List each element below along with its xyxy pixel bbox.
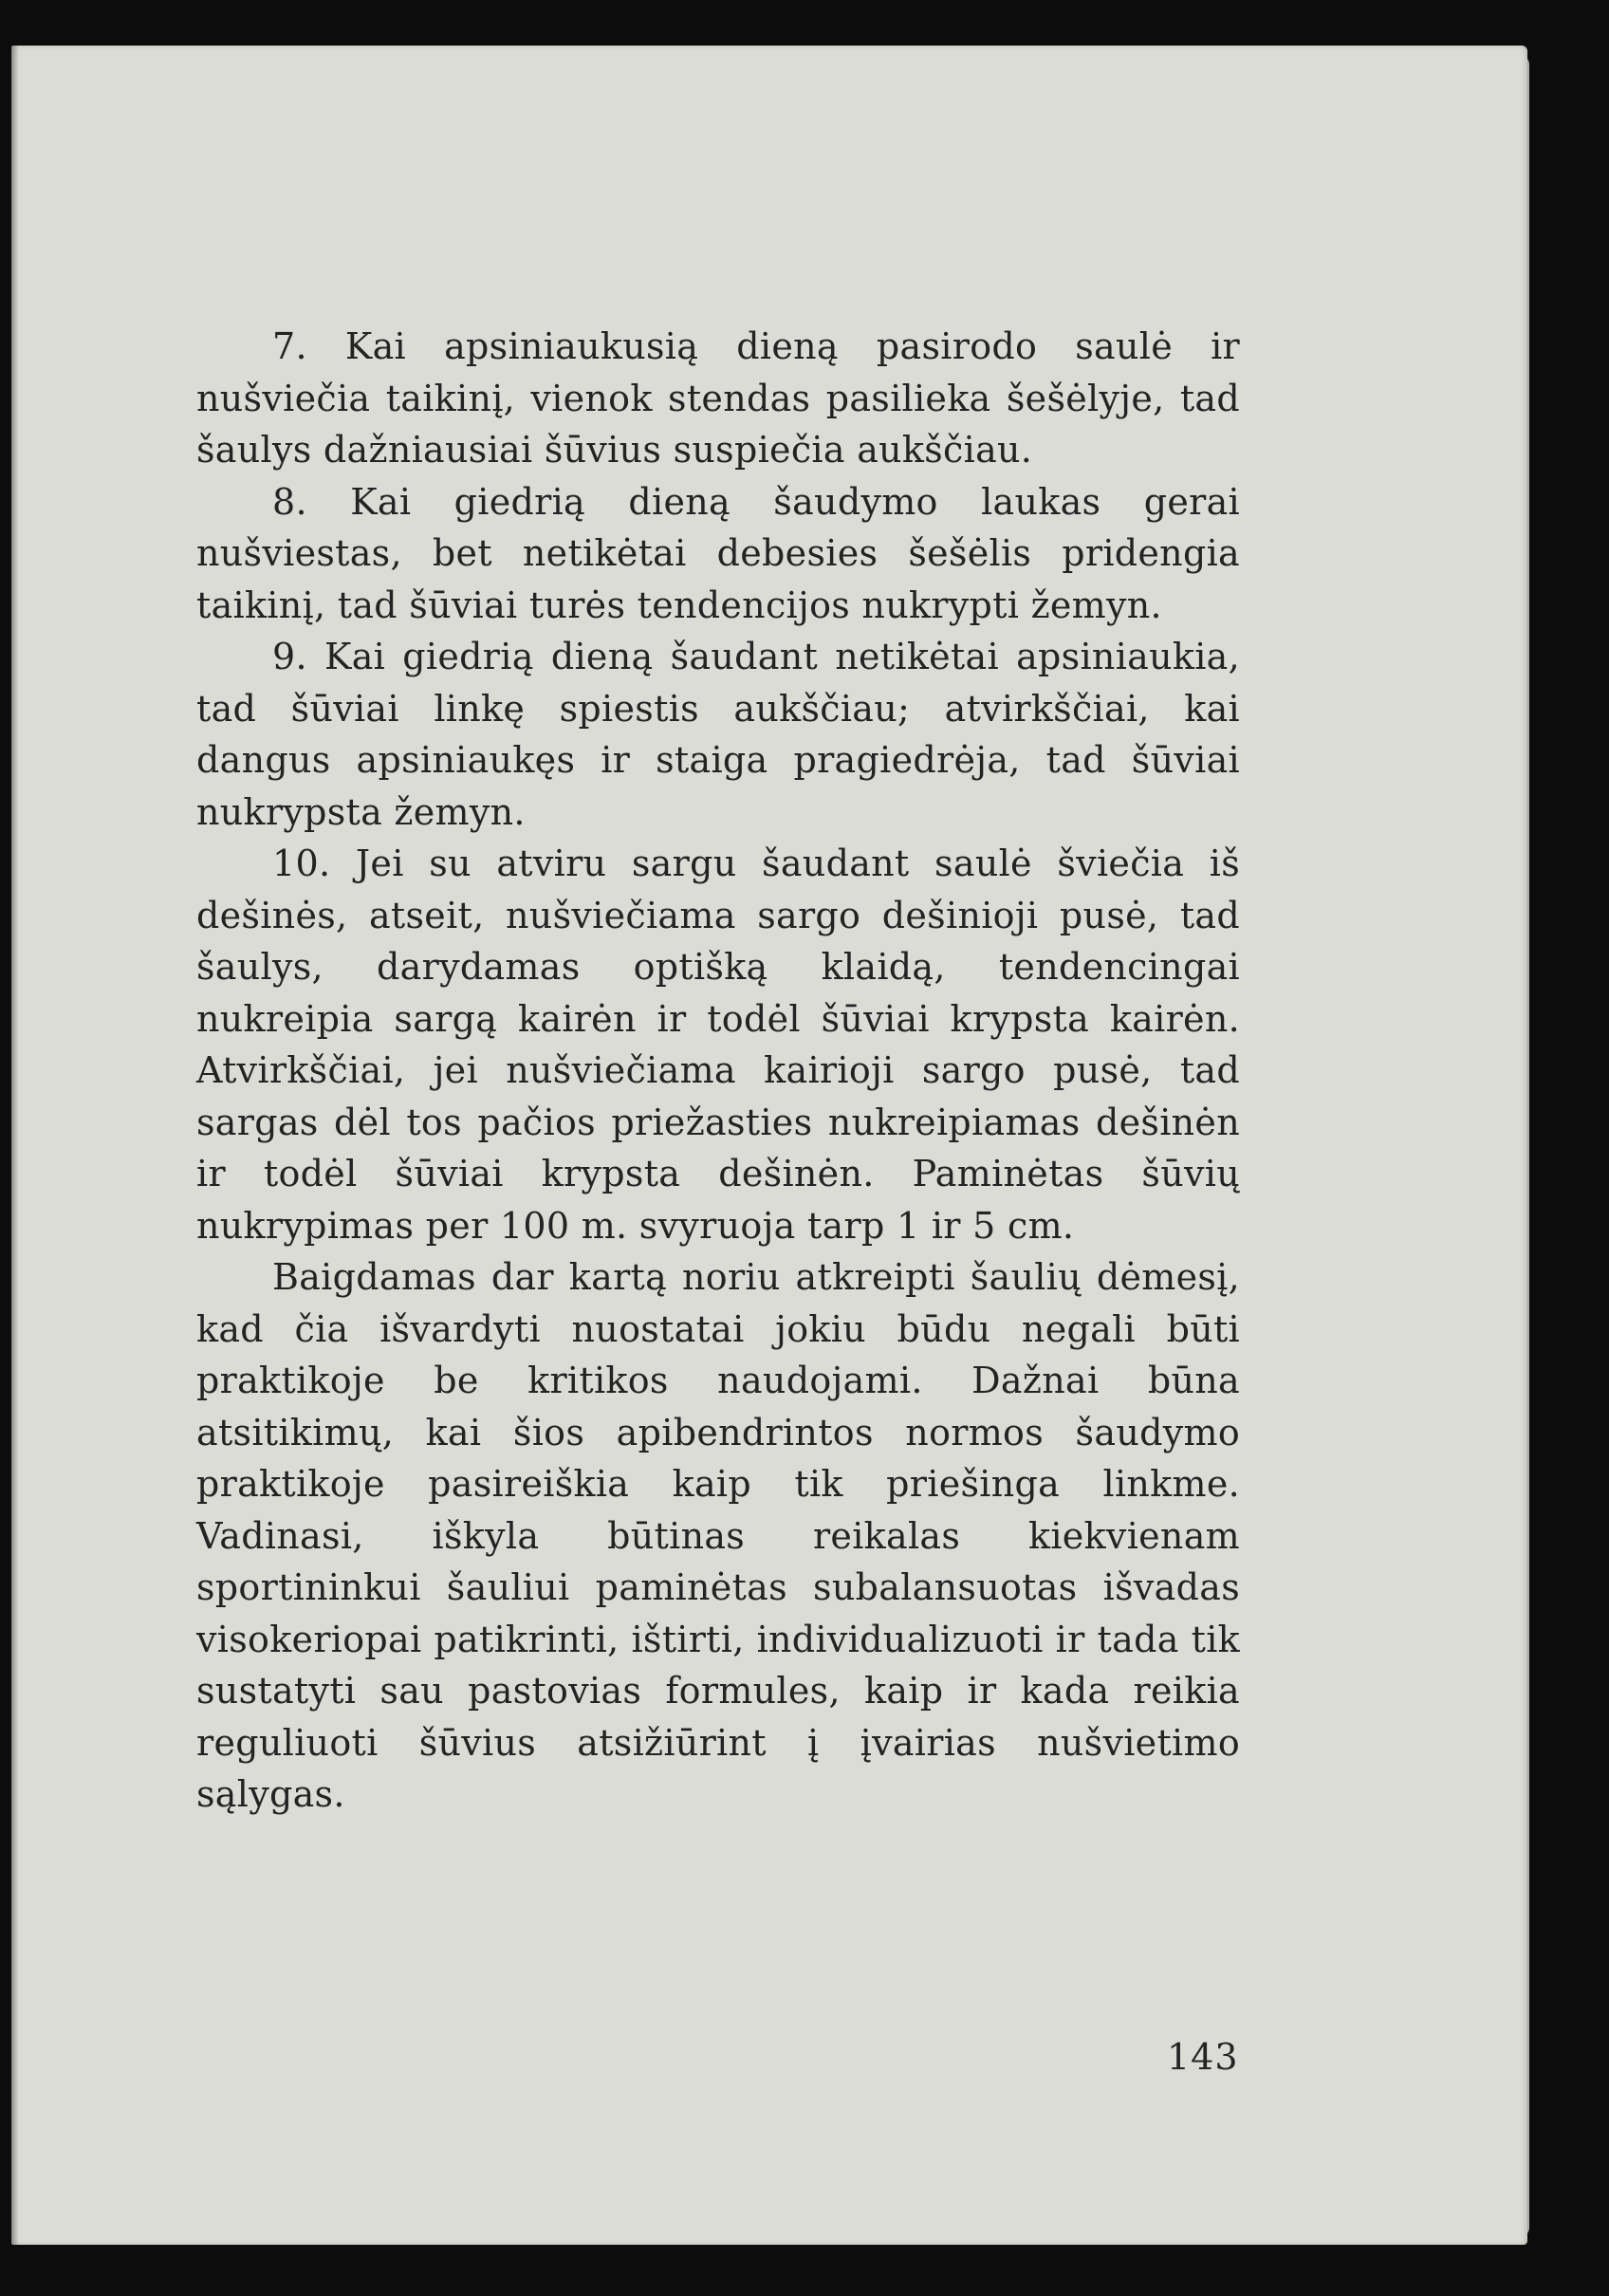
paragraph-conclusion: Baigdamas dar kartą noriu atkreipti šaulių dėmesį, kad čia išvardyti nuostatai jokiu būdu negali būti praktikoje be kritikos naudojami. Dažnai būna atsitikimų, kai šios apibendrintos normos šaudymo praktikoje pasireiškia kaip tik priešinga linkme. Vadinasi, iškyla būtinas reikalas kiekvienam sportininkui šauliui paminėtas subalansuotas išvadas visokeriopai patikrinti, ištirti, individualizuoti ir tada tik sustatyti sau pastovias formules, kaip ir kada reikia reguliuoti šūvius atsižiūrint į įvairias nušvietimo sąlygas. xyxy=(196,1256,1240,1815)
paragraph-10: 10. Jei su atviru sargu šaudant saulė šviečia iš dešinės, atseit, nušviečiama sargo dešinioji pusė, tad šaulys, darydamas optišką klaidą, tendencingai nukreipia sargą kairėn ir todėl šūviai krypsta kairėn. Atvirkščiai, jei nušviečiama kairioji sargo pusė, tad sargas dėl tos pačios priežasties nukreipiamas dešinėn ir todėl šūviai krypsta dešinėn. Paminėtas šūvių nukrypimas per 100 m. svyruoja tarp 1 ir 5 cm. xyxy=(196,842,1240,1247)
book-page xyxy=(11,46,1527,2245)
binding-shadow xyxy=(11,46,19,2245)
body-text xyxy=(196,321,1240,1821)
paragraph-9: 9. Kai giedrią dieną šaudant netikėtai apsiniaukia, tad šūviai linkę spiestis aukščiau; atvirkščiai, kai dangus apsiniaukęs ir staiga pragiedrėja, tad šūviai nukrypsta žemyn. xyxy=(196,636,1240,833)
paragraph-7: 7. Kai apsiniaukusią dieną pasirodo saulė ir nušviečia taikinį, vienok stendas pasilieka šešėlyje, tad šaulys dažniausiai šūvius suspiečia aukščiau. xyxy=(196,325,1240,471)
paragraph-8: 8. Kai giedrią dieną šaudymo laukas gerai nušviestas, bet netikėtai debesies šešėlis pridengia taikinį, tad šūviai turės tendencijos nukrypti žemyn. xyxy=(196,480,1240,626)
page-number: 143 xyxy=(1167,2036,1239,2078)
